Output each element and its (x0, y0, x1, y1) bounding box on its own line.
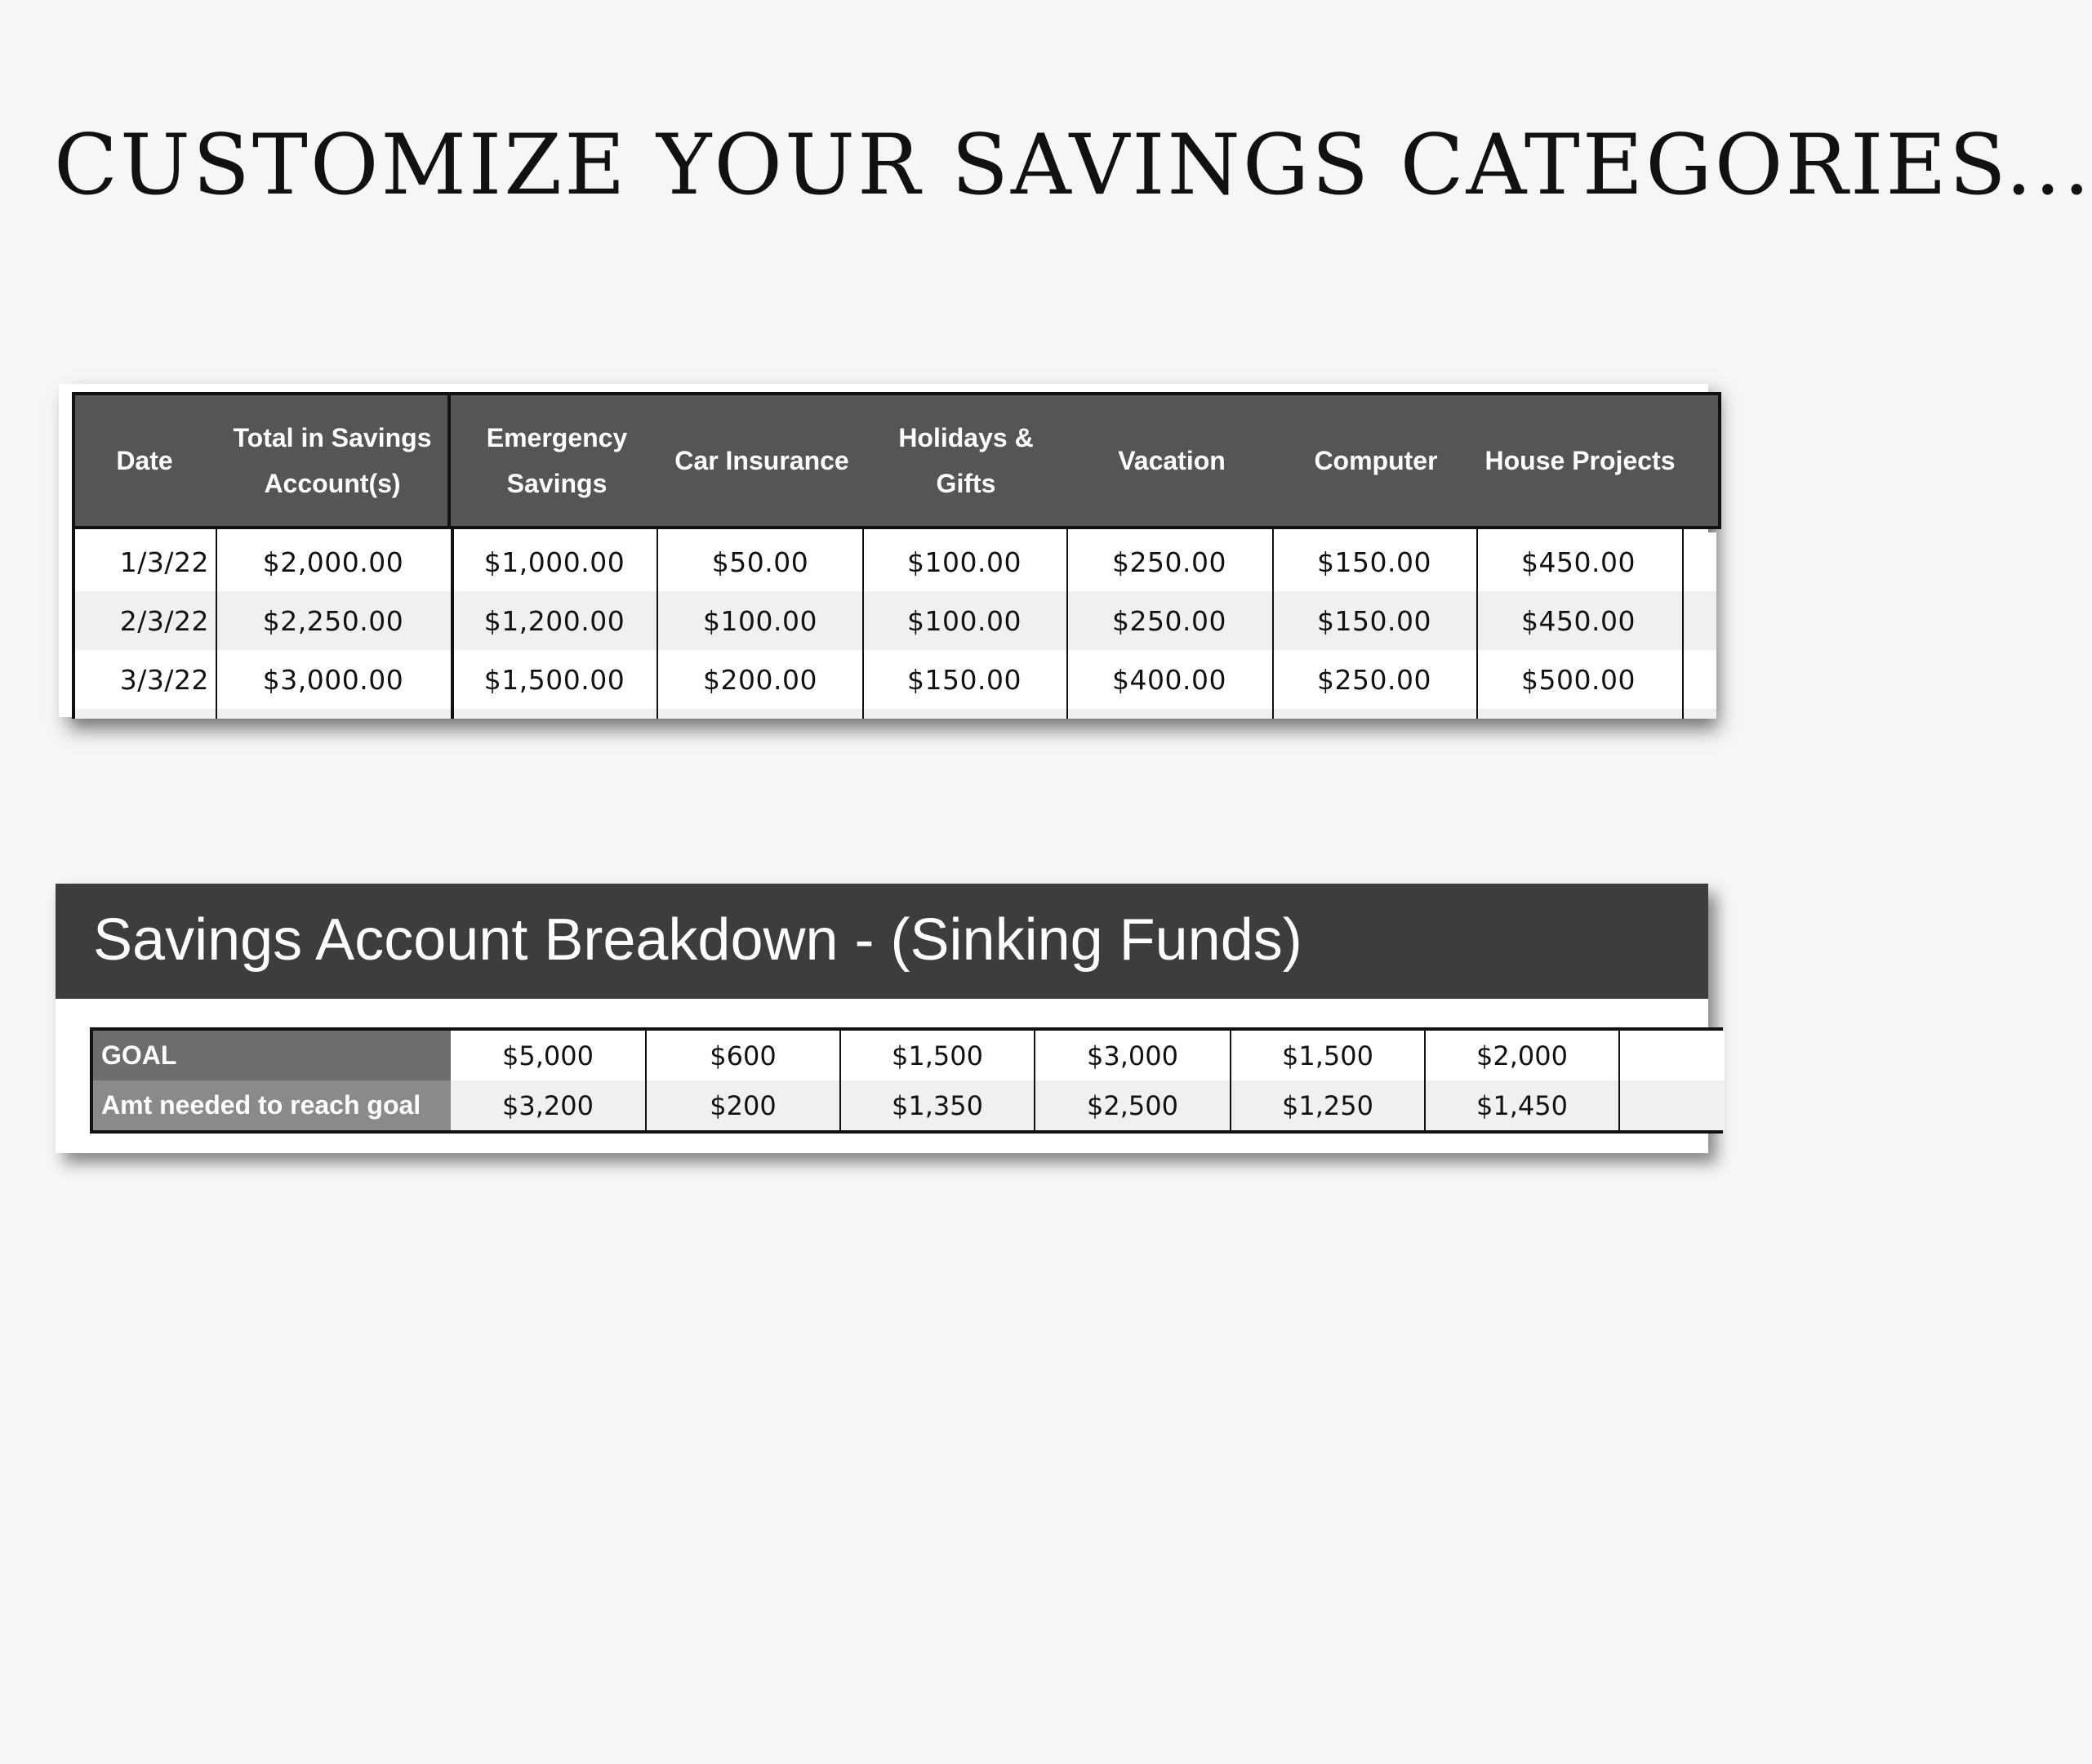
table-row-partial (75, 709, 1716, 719)
cell-holidays: $100.00 (907, 546, 1022, 578)
goal-label: GOAL (93, 1031, 451, 1080)
cell-car-insurance: $100.00 (703, 604, 817, 637)
goal-row (451, 1031, 1725, 1080)
table-border (72, 529, 75, 719)
goal-value: $2,000 (1476, 1040, 1568, 1071)
goal-grid (90, 1027, 1723, 1134)
amount-needed-label: Amt needed to reach goal (93, 1080, 451, 1130)
amount-needed-value: $2,500 (1087, 1089, 1178, 1121)
cell-vacation: $250.00 (1112, 604, 1226, 637)
goal-value: $5,000 (502, 1040, 594, 1071)
cell-total: $2,250.00 (262, 604, 404, 637)
breakdown-title: Savings Account Breakdown - (Sinking Funds) (93, 907, 1302, 973)
column-divider (1682, 529, 1684, 719)
cell-holidays: $150.00 (907, 663, 1022, 696)
cell-car-insurance: $200.00 (703, 663, 817, 696)
amount-needed-value: $1,450 (1476, 1089, 1568, 1121)
header-house-projects: House Projects (1484, 446, 1676, 475)
column-divider (1230, 1031, 1231, 1130)
table-row (75, 650, 1716, 709)
goal-value: $1,500 (892, 1040, 983, 1071)
cell-house-projects: $450.00 (1521, 604, 1636, 637)
header-car-insurance: Car Insurance (674, 446, 849, 475)
column-divider (451, 529, 454, 719)
table-row (75, 591, 1716, 650)
column-divider (216, 529, 217, 719)
goal-value: $600 (710, 1040, 777, 1071)
column-divider (645, 1031, 647, 1130)
header-divider (447, 395, 451, 526)
cell-emergency: $1,200.00 (483, 604, 625, 637)
breakdown-banner (56, 884, 1708, 999)
cell-total: $2,000.00 (262, 546, 404, 578)
cell-emergency: $1,500.00 (483, 663, 625, 696)
header-date: Date (116, 446, 173, 475)
amount-needed-row (451, 1080, 1725, 1130)
header-vacation: Vacation (1118, 446, 1226, 475)
column-divider (657, 529, 658, 719)
cell-computer: $150.00 (1317, 604, 1431, 637)
column-divider (862, 529, 864, 719)
cell-date: 3/3/22 (119, 663, 209, 696)
cell-total: $3,000.00 (262, 663, 404, 696)
column-divider (1476, 529, 1478, 719)
cell-house-projects: $500.00 (1521, 663, 1636, 696)
cell-date: 2/3/22 (119, 604, 209, 637)
cell-house-projects: $450.00 (1521, 546, 1636, 578)
savings-table-card (59, 384, 1708, 717)
table-row (75, 532, 1716, 591)
savings-table-header (72, 392, 1721, 529)
column-divider (1618, 1031, 1620, 1130)
page-headline: CUSTOMIZE YOUR SAVINGS CATEGORIES... (54, 117, 2092, 214)
cell-vacation: $400.00 (1112, 663, 1226, 696)
column-divider (1066, 529, 1068, 719)
amount-needed-value: $200 (710, 1089, 777, 1121)
header-holidays-gifts: Holidays & Gifts (898, 423, 1034, 498)
cell-car-insurance: $50.00 (711, 546, 809, 578)
goal-value: $3,000 (1087, 1040, 1178, 1071)
cell-computer: $250.00 (1317, 663, 1431, 696)
header-total-savings: Total in Savings Account(s) (233, 423, 432, 498)
amount-needed-value: $1,350 (892, 1089, 983, 1121)
amount-needed-value: $3,200 (502, 1089, 594, 1121)
breakdown-card (56, 884, 1708, 1153)
amount-needed-value: $1,250 (1282, 1089, 1373, 1121)
header-emergency-savings: Emergency Savings (486, 423, 628, 498)
column-divider (1424, 1031, 1426, 1130)
header-computer: Computer (1314, 446, 1438, 475)
cell-computer: $150.00 (1317, 546, 1431, 578)
column-divider (1272, 529, 1274, 719)
column-divider (1034, 1031, 1035, 1130)
column-divider (839, 1031, 841, 1130)
cell-date: 1/3/22 (119, 546, 209, 578)
cell-emergency: $1,000.00 (483, 546, 625, 578)
goal-value: $1,500 (1282, 1040, 1373, 1071)
cell-vacation: $250.00 (1112, 546, 1226, 578)
cell-holidays: $100.00 (907, 604, 1022, 637)
